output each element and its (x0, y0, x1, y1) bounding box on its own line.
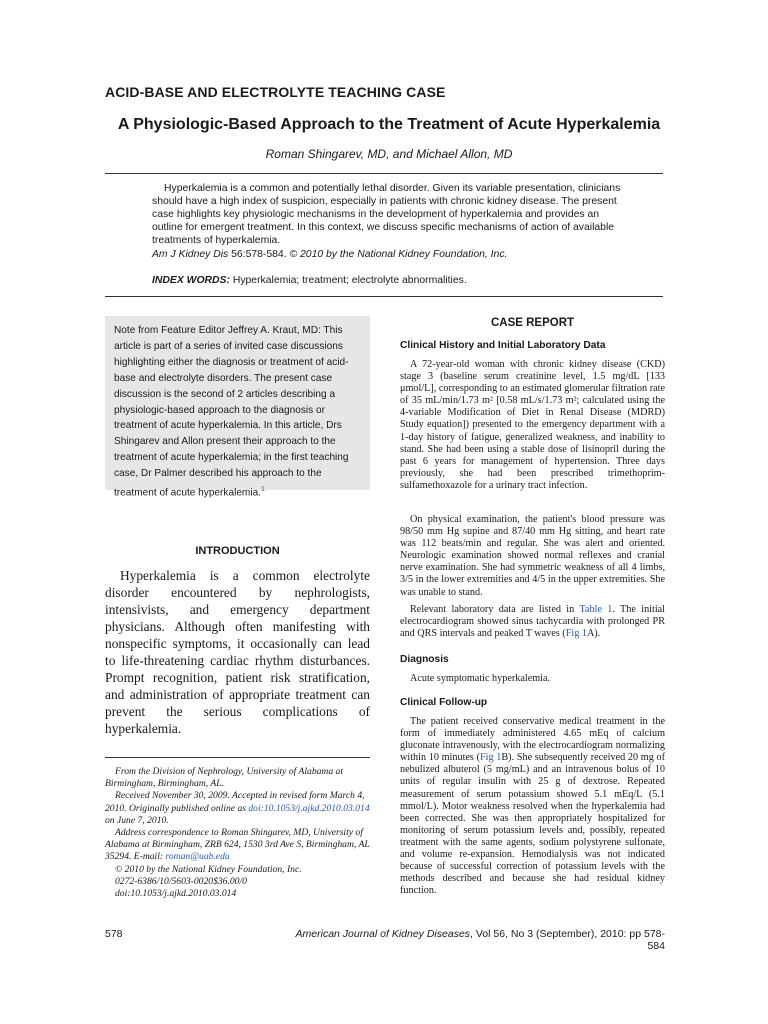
diagnosis-paragraph: Acute symptomatic hyperkalemia. (410, 673, 551, 684)
article-title: A Physiologic-Based Approach to the Treatment of Acute Hyperkalemia (117, 116, 661, 133)
abstract-divider (105, 296, 663, 297)
diagnosis-subheading: Diagnosis (400, 654, 449, 665)
exam-paragraph: On physical examination, the patient's blood pressure was 98/50 mm Hg supine and 87/40 mm Hg sitting, and heart rate was 112 beats/min and regular. She was alert and oriented. Neurologic examination showed normal reflexes and cranial nerve examination. She had symmetric weakness of all 4 limbs, 3/5 in the lower extremities and 4/5 in the upper extremities. She was unable to stand. (400, 514, 665, 598)
footnote-address (105, 827, 370, 864)
figure-1-link[interactable]: Fig 1 (565, 628, 587, 640)
footnote-affiliation: From the Division of Nephrology, University of Alabama at Birmingham, Birmingham, AL. (105, 766, 344, 790)
footnote-address-text: Address correspondence to Roman Shingarev, MD, University of Alabama at Birmingham, ZRB 624, 1530 3rd Ave S, Birmingham, AL 35294. E-mail: (105, 827, 370, 863)
footer-issue: , Vol 56, No 3 (September), 2010: pp 578-584 (470, 928, 665, 952)
editor-note-body: Note from Feature Editor Jeffrey A. Kraut, MD: This article is part of a series of invited case discussions highlighting either the diagnosis or treatment of acid-base and electrolyte disorders. The present case discussion is the second of 2 articles describing a physiologic-based approach to the diagnosis or treatment of acute hyperkalemia. In this article, Drs Shingarev and Allon present their approach to the treatment of acute hyperkalemia; in the first teaching case, Dr Palmer described his approach to the treatment of acute hyperkalemia. (114, 325, 349, 499)
index-words-list: Hyperkalemia; treatment; electrolyte abnormalities. (229, 275, 467, 286)
lab-text-3: A). (586, 628, 601, 640)
footnote-received-text: Received November 30, 2009. Accepted in revised form March 4, 2010. Originally published online as (105, 790, 365, 814)
followup-paragraph (400, 716, 665, 897)
followup-text-1: The patient received conservative medical treatment in the form of immediately administered 4.65 mEq of calcium gluconate intravenously, with the electrocardiogram normalizing within 10 minutes ( (400, 716, 665, 764)
history-subheading: Clinical History and Initial Laboratory Data (400, 340, 606, 351)
footer-journal: American Journal of Kidney Diseases (295, 928, 471, 940)
citation-ref: 56:578-584. (228, 249, 290, 260)
footnote-doi-link[interactable]: doi:10.1053/j.ajkd.2010.03.014 (248, 802, 370, 814)
citation-journal: Am J Kidney Dis (152, 249, 229, 260)
running-footer (290, 928, 665, 952)
lab-text-2: . The initial electrocardiogram showed sinus tachycardia with prolonged PR and QRS intervals and peaked T waves ( (400, 604, 666, 640)
lab-text-1: Relevant laboratory data are listed in (410, 604, 580, 615)
table-1-link[interactable]: Table 1 (579, 604, 613, 615)
citation-line (152, 248, 622, 261)
introduction-text: Hyperkalemia is a common electrolyte disorder encountered by nephrologists, intensivists, and emergency department physicians. Although often manifesting with nonspecific symptoms, it occasionally can lead to life-threatening cardiac rhythm disturbances. Prompt recognition, patient risk stratification, and administration of appropriate treatment can prevent the serious complications of hyperkalemia. (105, 568, 370, 736)
index-words-label: INDEX WORDS: (152, 275, 230, 286)
footnote-divider (105, 757, 370, 758)
top-divider (105, 173, 663, 174)
page-number: 578 (105, 928, 123, 940)
editor-note-reference[interactable]: 1 (261, 486, 265, 494)
footnote-email-link[interactable]: roman@uab.edu (165, 851, 230, 863)
editor-note-text (114, 323, 364, 501)
introduction-heading: INTRODUCTION (195, 545, 280, 557)
footnote-copyright: © 2010 by the National Kidney Foundation, Inc. (115, 863, 302, 875)
lab-paragraph (400, 604, 665, 640)
footnote-block (105, 766, 370, 900)
author-line: Roman Shingarev, MD, and Michael Allon, MD (265, 147, 513, 161)
footnote-received (105, 790, 370, 827)
figure-1b-link[interactable]: Fig 1 (479, 752, 502, 764)
history-paragraph: A 72-year-old woman with chronic kidney disease (CKD) stage 3 (baseline serum creatinine level, 1.5 mg/dL [133 μmol/L], corresponding to an estimated glomerular filtration rate of 35 mL/min/1.73 m² [0.58 mL/s/1.73 m²; calculated using the 4-variable Modification of Diet in Renal Disease (MDRD) Study equation]) presented to the emergency department with a 1-day history of fatigue, generalized weakness, and inability to stand. She had been using a stable dose of lisinopril during the past 6 years for management of hypertension. Three days previously, she had been prescribed trimethoprim-sulfamethoxazole for a urinary tract infection. (400, 359, 665, 491)
index-words (152, 274, 622, 287)
series-heading: ACID-BASE AND ELECTROLYTE TEACHING CASE (105, 84, 446, 100)
footnote-issn: 0272-6386/10/5603-0020$36.00/0 (115, 875, 247, 887)
footnote-doi: doi:10.1053/j.ajkd.2010.03.014 (115, 888, 237, 900)
case-report-heading: CASE REPORT (490, 317, 575, 329)
citation-copyright: © 2010 by the National Kidney Foundation, Inc. (289, 249, 508, 260)
abstract-text: Hyperkalemia is a common and potentially lethal disorder. Given its variable presentation, clinicians should have a high index of suspicion, especially in patients with chronic kidney disease. The present case highlights key physiologic mechanisms in the development of hyperkalemia and provides an outline for emergent treatment. In this context, we discuss specific mechanisms of action of available treatments of hyperkalemia. (152, 183, 621, 246)
followup-text-2: B). She subsequently received 20 mg of nebulized albuterol (5 mg/mL) and an intravenous bolus of 10 units of regular insulin with 25 g of dextrose. Repeated measurement of serum potassium showed 5.1 mEq/L (5.1 mmol/L). Motor weakness resolved when the hyperkalemia had been corrected. She was then appropriately hospitalized for monitoring of serum potassium levels and, possibly, repeated treatment with the same agents, sodium polystyrene sulfonate, and volume re-expansion. Hemodialysis was not indicated because of successful correction of potassium levels with the methods described and because she had residual kidney function. (400, 752, 665, 897)
footnote-received-date: on June 7, 2010. (105, 814, 169, 826)
followup-subheading: Clinical Follow-up (400, 697, 488, 708)
